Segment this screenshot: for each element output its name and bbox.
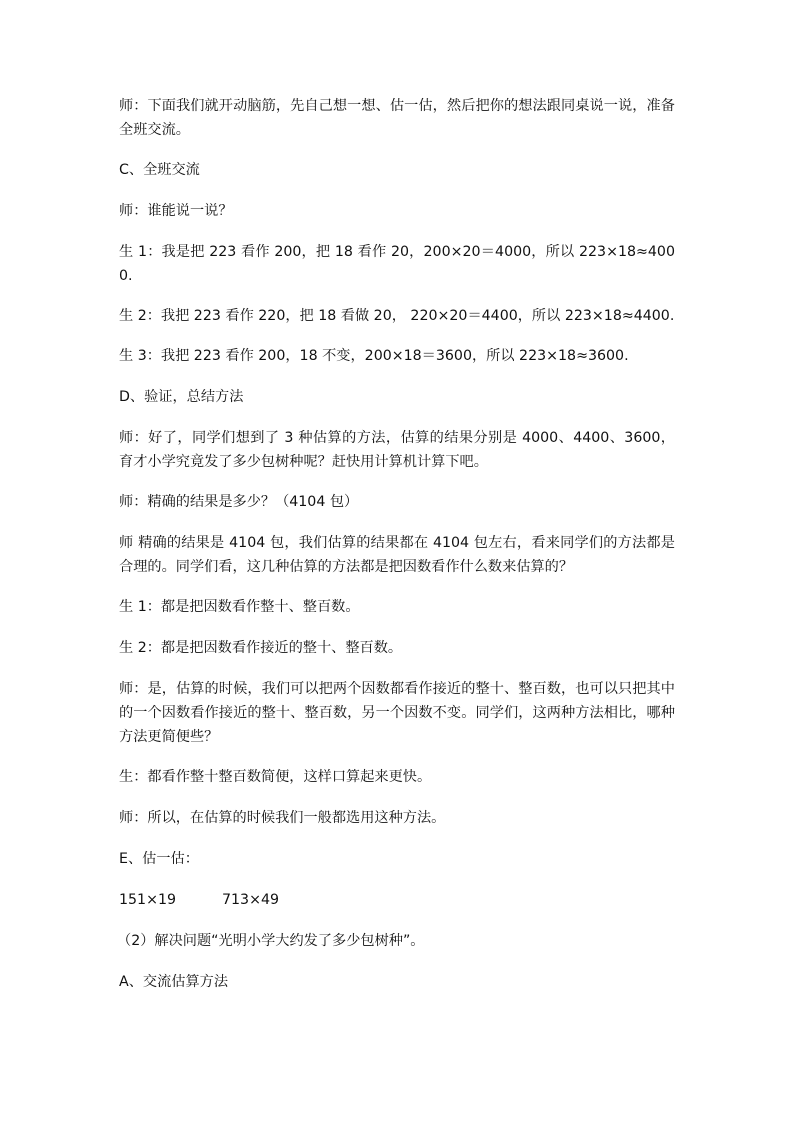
exercise-2: 713×49 bbox=[222, 892, 280, 908]
paragraph-student-2: 生 2：我把 223 看作 220，把 18 看做 20， 220×20＝4400，所以 223×18≈4400. bbox=[119, 308, 675, 324]
paragraph-student-answer-2: 生 2：都是把因数看作接近的整十、整百数。 bbox=[119, 640, 403, 656]
exercise-row bbox=[119, 888, 675, 912]
paragraph-student-1: 生 1：我是把 223 看作 200，把 18 看作 20，200×20＝4000，所以 223×18≈4000. bbox=[119, 244, 675, 284]
paragraph-student-simple: 生：都看作整十整百数简便，这样口算起来更快。 bbox=[119, 769, 432, 785]
section-heading-c: C、全班交流 bbox=[119, 162, 200, 178]
paragraph-student-answer-1: 生 1：都是把因数看作整十、整百数。 bbox=[119, 599, 360, 615]
section-heading-d: D、验证，总结方法 bbox=[119, 389, 244, 405]
section-heading-a: A、交流估算方法 bbox=[119, 974, 229, 990]
section-heading-e: E、估一估： bbox=[119, 851, 199, 867]
subsection-heading-2: （2）解决问题“光明小学大约发了多少包树种”。 bbox=[117, 933, 425, 949]
paragraph-teacher-intro: 师：下面我们就开动脑筋，先自己想一想、估一估，然后把你的想法跟同桌说一说，准备全班交流。 bbox=[119, 98, 675, 138]
paragraph-teacher-question: 师：谁能说一说？ bbox=[119, 203, 233, 219]
paragraph-student-3: 生 3：我把 223 看作 200，18 不变，200×18＝3600，所以 223×18≈3600. bbox=[119, 348, 629, 364]
paragraph-teacher-methods: 师：好了，同学们想到了 3 种估算的方法，估算的结果分别是 4000、4400、3600，育才小学究竟发了多少包树种呢？赶快用计算机计算下吧。 bbox=[119, 430, 675, 470]
paragraph-teacher-explain: 师：是，估算的时候，我们可以把两个因数都看作接近的整十、整百数，也可以只把其中的一个因数看作接近的整十、整百数，另一个因数不变。同学们，这两种方法相比，哪种方法更简便些？ bbox=[119, 681, 675, 745]
paragraph-teacher-conclusion: 师：所以，在估算的时候我们一般都选用这种方法。 bbox=[119, 810, 446, 826]
paragraph-teacher-exact: 师：精确的结果是多少？（4104 包） bbox=[119, 494, 359, 510]
document-body bbox=[119, 94, 675, 1011]
exercise-1: 151×19 bbox=[119, 892, 177, 908]
paragraph-teacher-summary: 师 精确的结果是 4104 包，我们估算的结果都在 4104 包左右，看来同学们的方法都是合理的。同学们看，这几种估算的方法都是把因数看作什么数来估算的？ bbox=[119, 535, 675, 575]
